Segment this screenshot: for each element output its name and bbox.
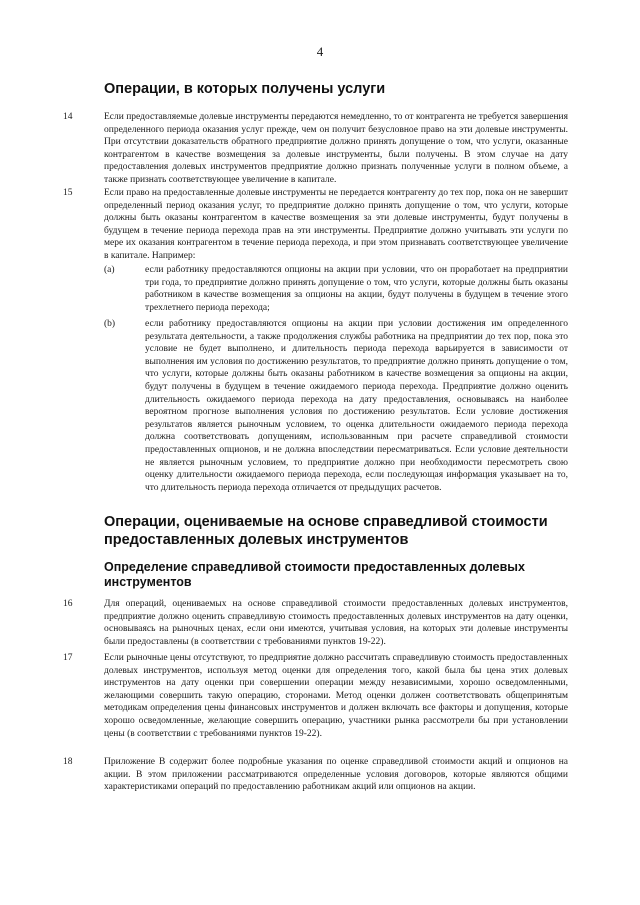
list-item-b: если работнику предоставляются опционы на акции при условии достижения им определенного результата деятельности, а также продолжения службы работника на предприятии до тех пор, пока это условие не будет выполнено, и длительность периода перехода варьируется в зависимости от выполнения им условия по достижению результатов, то предприятие должно принять допущение о том, что услуги, которые должны быть оказаны работником в качестве возмещения за опционы на акции, будут получены в будущем в течение ожидаемого периода перехода. Предприятие должно оценить длительность ожидаемого периода перехода на дату предоставления, основываясь на наиболее вероятном прогнозе выполнения условия по достижению результатов. Если условие достижения результатов является рыночным условием, то оценка длительности ожидаемого периода перехода должна соответствовать допущениям, использованным при расчете справедливой стоимости предоставленных опционов, и не должна впоследствии пересматриваться. Если условие деятельности не является рыночным условием, то предприятие должно при необходимости пересмотреть свою оценку длительности ожидаемого периода перехода, если последующая информация указывает на то, что длительность периода перехода отличается от предыдущих расчетов.: [145, 319, 568, 493]
paragraph-number: 14: [63, 112, 73, 122]
paragraph-number: 18: [63, 757, 73, 767]
page-number: 4: [316, 44, 324, 59]
section-heading-services: Операции, в которых получены услуги: [104, 81, 386, 97]
paragraph-number: 17: [63, 653, 73, 663]
paragraph-17: Если рыночные цены отсутствуют, то предприятие должно рассчитать справедливую стоимость предоставленных долевых инструментов, используя метод оценки для определения того, какой была бы цена этих долевых инструментов на дату оценки при совершении операции между независимыми, хорошо осведомленными, желающими совершить такую операцию, сторонами. Метод оценки должен соответствовать общепринятым методикам определения цены финансовых инструментов и должен включать все факторы и допущения, которые хорошо осведомленные, желающие совершить операцию, участники рынка рассмотрели бы при установлении цены (в соответствии с требованиями пунктов 19-22).: [104, 653, 568, 739]
paragraph-15: Если право на предоставленные долевые инструменты не передается контрагенту до тех пор, пока он не завершит определенный период оказания услуг, то предприятие должно принять допущение о том, что услуги, которые должны быть оказаны контрагентом в качестве возмещения за эти долевые инструменты, будут получены в будущем в течение периода перехода прав на эти инструменты. Предприятие должно учитывать эти услуги по мере их оказания контрагентом в течение периода перехода, и при этом признавать соответствующее увеличение в капитале. Например:: [104, 188, 568, 261]
paragraph-number: 15: [63, 188, 73, 198]
section-heading-fair-value: Операции, оцениваемые на основе справедливой стоимости предоставленных долевых инструментов: [104, 514, 548, 548]
list-item-a: если работнику предоставляются опционы на акции при условии, что он проработает на предприятии три года, то предприятие должно принять допущение о том, что услуги, которые должны быть оказаны работником в качестве возмещения за опционы на акции, будут получены в будущем в течение этого трехлетнего периода перехода;: [145, 265, 568, 313]
list-marker: (b): [104, 319, 116, 329]
paragraph-16: Для операций, оцениваемых на основе справедливой стоимости предоставленных долевых инструментов, предприятие должно оценить справедливую стоимость предоставленных долевых инструментов на дату оценки, основываясь на рыночных ценах, если они имеются, учитывая условия, на которых эти долевые инструменты были предоставлены (в соответствии с требованиями пунктов 19-22).: [104, 599, 568, 647]
subsection-heading: Определение справедливой стоимости предоставленных долевых инструментов: [104, 560, 525, 589]
paragraph-18: Приложение В содержит более подробные указания по оценке справедливой стоимости акций и опционов на акции. В этом приложении рассматриваются определенные условия договоров, которые являются общими характеристиками операций по предоставлению работникам акций или опционов на акции.: [104, 757, 568, 793]
list-marker: (a): [104, 265, 115, 275]
paragraph-number: 16: [63, 599, 73, 609]
paragraph-14: Если предоставляемые долевые инструменты передаются немедленно, то от контрагента не требуется завершения определенного периода оказания услуг прежде, чем он получит безусловное право на эти долевые инструменты. При отсутствии доказательств обратного предприятие должно принять допущение о том, что услуги, оказанные контрагентом в качестве возмещения за долевые инструменты, были получены. В этом случае на дату предоставления долевых инструментов предприятие должно признать полученные услуги в полном объеме, а также признать соответствующее увеличение в капитале.: [104, 112, 568, 185]
